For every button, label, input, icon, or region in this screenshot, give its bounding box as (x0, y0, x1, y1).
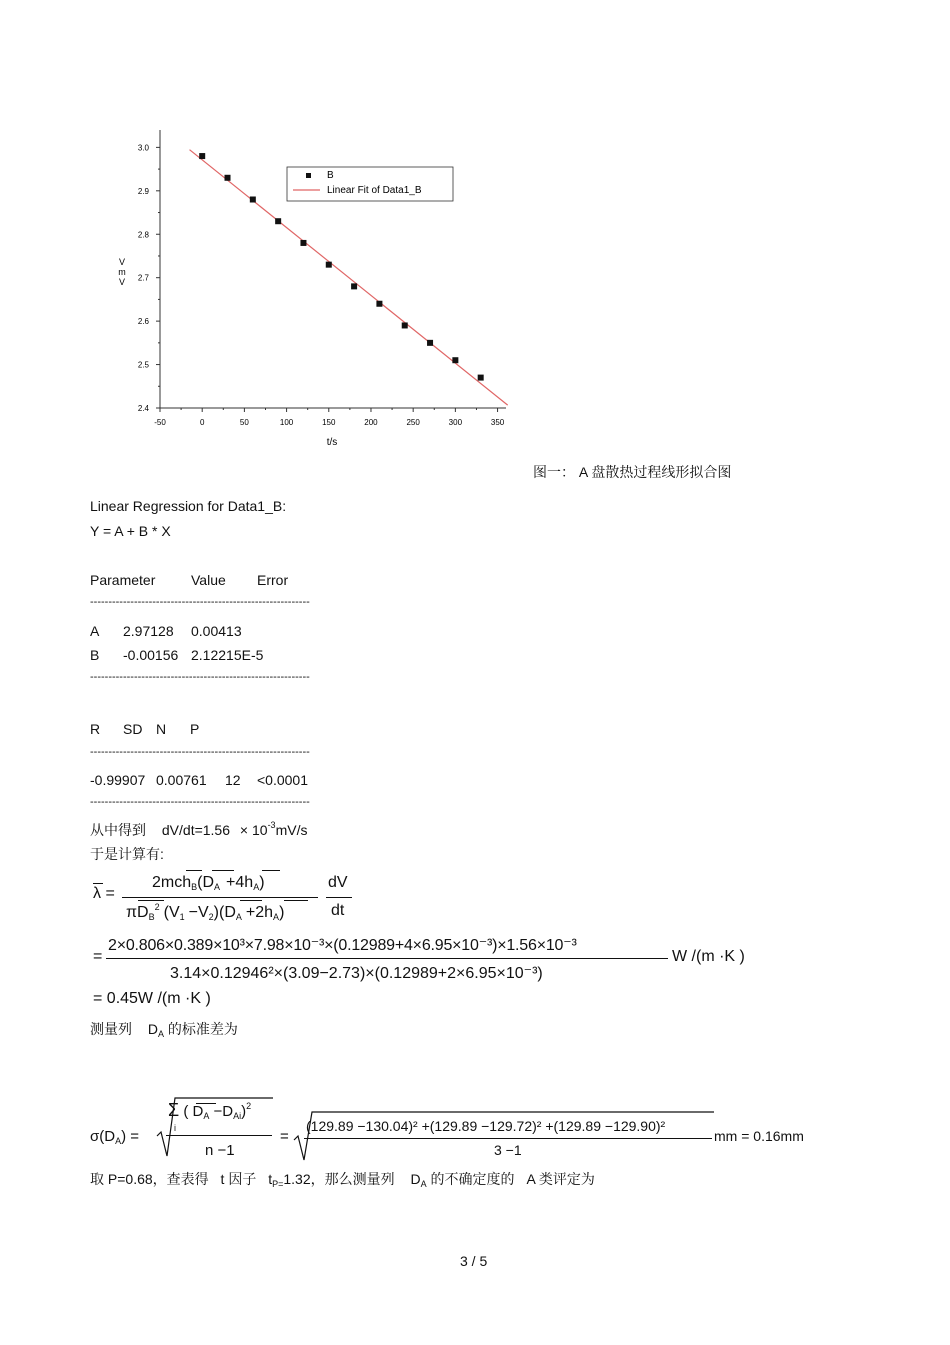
y-axis-label (118, 257, 126, 287)
divider-3: ------------------------------------------------------------ (90, 746, 310, 758)
eq4-numerator-2: (129.89 −130.04)² +(129.89 −129.72)² +(129.89 −129.90)² (306, 1118, 666, 1134)
x-tick-label: 150 (322, 418, 336, 427)
eq1-den-d: )(D (213, 904, 236, 921)
calc-intro: 于是计算有: (90, 846, 164, 862)
row-b-error: 2.12215E-5 (191, 647, 264, 663)
eq4-lhs-close: ) = (121, 1128, 140, 1145)
p-line-tp-sub: P= (272, 1179, 284, 1189)
p-line-tp: t (268, 1171, 273, 1187)
eq1-numerator (152, 874, 265, 892)
stat-r: -0.99907 (90, 772, 146, 788)
regression-header-value: Value (191, 572, 226, 588)
dvdt-prefix: 从中得到 (90, 822, 146, 838)
eq4-num-sub-a: A (203, 1111, 210, 1121)
data-point (199, 153, 205, 159)
std-intro-a: 测量列 (90, 1021, 132, 1037)
eq1-num-sub-b: B (191, 882, 198, 892)
eq1-den-sub-a2: A (273, 912, 280, 922)
divider-4: ------------------------------------------------------------ (90, 796, 310, 808)
eq1-lhs: λ = (93, 885, 115, 902)
eq1-den-v2: 2 (208, 912, 214, 922)
eq1-dv: dV (328, 874, 348, 891)
eq1-num-sub-a: A (214, 882, 221, 892)
eq4-num-minus: −D (213, 1103, 234, 1120)
std-intro-d: D (147, 1021, 159, 1037)
data-point (478, 375, 484, 381)
eq1-denominator (126, 904, 284, 922)
p-line-b: 的不确定度的 (430, 1171, 515, 1187)
row-b-name: B (90, 647, 100, 663)
cooling-fit-chart (100, 125, 520, 455)
divider-1: ------------------------------------------------------------ (90, 596, 310, 608)
dvdt-line (90, 820, 307, 840)
p-line (90, 1169, 595, 1189)
stat-p: <0.0001 (257, 772, 308, 788)
eq1-den-v1: 1 (179, 912, 185, 922)
eq4-lhs-a: σ(D (90, 1128, 116, 1145)
x-tick-label: -50 (154, 418, 166, 427)
row-a-error: 0.00413 (191, 623, 242, 639)
y-tick-label: 2.9 (137, 186, 149, 196)
eq1-den-sup: 2 (154, 902, 160, 912)
data-point (326, 262, 332, 268)
x-tick-label: 50 (239, 418, 249, 427)
eq1-den-v: (V (163, 904, 180, 921)
data-point (376, 301, 382, 307)
stat-sd: 0.00761 (156, 772, 207, 788)
eq4-denominator: n −1 (205, 1142, 235, 1159)
p-line-d: D (410, 1171, 421, 1187)
eq4-denominator-2: 3 −1 (494, 1142, 522, 1158)
p-line-c: A 类评定为 (526, 1171, 595, 1187)
data-point (402, 322, 408, 328)
times-sign: × (239, 822, 249, 838)
row-a-value: 2.97128 (123, 623, 174, 639)
std-intro-b: 的标准差为 (167, 1021, 238, 1037)
stat-header-r: R (90, 721, 101, 737)
eq1-num-close: ) (259, 874, 265, 891)
data-point (427, 340, 433, 346)
std-intro-sub: A (158, 1029, 165, 1039)
divider-2: ------------------------------------------------------------ (90, 671, 310, 683)
eq1-den-plus: +2h (245, 904, 274, 921)
stat-header-p: P (190, 721, 200, 737)
eq1-num-a: 2mch (152, 874, 192, 891)
y-tick-label: 2.8 (137, 230, 149, 240)
eq4-equals: = (280, 1128, 289, 1145)
x-tick-label: 200 (364, 418, 378, 427)
eq1-den-sub-a: A (235, 912, 242, 922)
x-tick-label: 250 (406, 418, 420, 427)
x-tick-label: 350 (490, 418, 505, 427)
eq2-equals: = (93, 948, 103, 965)
eq4-num-sub-ai: Ai (233, 1111, 242, 1121)
p-line-tp-val: 1.32，那么测量列 (283, 1171, 395, 1187)
eq1-den-minus: −V (188, 904, 209, 921)
y-label-char: V (118, 277, 126, 287)
x-axis-label: t/s (326, 437, 338, 448)
legend-label-fit: Linear Fit of Data1_B (327, 185, 422, 196)
dvdt-exponent: -3 (267, 820, 276, 830)
stat-n: 12 (225, 772, 241, 788)
y-label-char: V (118, 257, 126, 267)
page-number: 3 / 5 (460, 1253, 488, 1269)
stat-header-sd: SD (123, 721, 143, 737)
eq1-den-close: ) (279, 904, 285, 921)
legend-marker-b (306, 173, 311, 178)
p-line-t: t 因子 (220, 1171, 257, 1187)
row-a-name: A (90, 623, 100, 639)
regression-title: Linear Regression for Data1_B: (90, 498, 287, 514)
eq1-num-plus: +4h (226, 874, 254, 891)
p-line-a: 取 P=0.68，查表得 (90, 1171, 209, 1187)
eq1-num-sub-a2: A (253, 882, 260, 892)
eq4-result: mm = 0.16mm (714, 1128, 804, 1144)
eq1-den-pi: πD (126, 904, 149, 921)
dvdt-unit: mV/s (275, 822, 308, 838)
eq4-lhs-sub: A (115, 1136, 122, 1146)
y-tick-label: 3.0 (137, 143, 149, 153)
y-tick-label: 2.5 (137, 360, 149, 370)
y-tick-label: 2.6 (137, 317, 149, 327)
sum-index: i (174, 1123, 176, 1133)
eq4-num-expr: ( D (183, 1103, 204, 1120)
eq4-num-close: ) (241, 1103, 247, 1120)
regression-model: Y = A + B * X (90, 523, 171, 539)
y-tick-label: 2.7 (137, 273, 149, 283)
data-point (300, 240, 306, 246)
ten: 10 (251, 822, 268, 838)
eq2-numerator: 2×0.806×0.389×10³×7.98×10⁻³×(0.12989+4×6.95×10⁻³)×1.56×10⁻³ (108, 937, 577, 954)
legend (287, 167, 453, 201)
x-tick-label: 100 (279, 418, 294, 427)
eq3-result: = 0.45W /(m ·K ) (93, 990, 211, 1007)
x-tick-label: 0 (199, 418, 205, 427)
eq2-unit: W /(m ·K ) (672, 948, 745, 965)
x-tick-label: 300 (448, 418, 463, 427)
regression-header-parameter: Parameter (90, 572, 156, 588)
data-point (275, 218, 281, 224)
eq4-lhs (90, 1128, 139, 1145)
eq2-denominator: 3.14×0.12946²×(3.09−2.73)×(0.12989+2×6.95×10⁻³) (170, 965, 543, 982)
data-point (452, 357, 458, 363)
p-line-d-sub: A (420, 1179, 427, 1189)
y-tick-label: 2.4 (137, 404, 149, 413)
dvdt-value: dV/dt=1.56 (161, 822, 231, 838)
regression-header-error: Error (257, 572, 289, 588)
data-point (225, 175, 231, 181)
lambda-symbol: λ (93, 885, 101, 902)
data-point (351, 283, 357, 289)
sigma-sum: Σ (168, 1100, 180, 1120)
row-b-value: -0.00156 (123, 647, 179, 663)
std-intro (90, 1019, 238, 1039)
y-label-char: m (118, 267, 126, 277)
data-point (250, 197, 256, 203)
stat-header-n: N (156, 721, 167, 737)
eq4-num-sup: 2 (246, 1101, 252, 1111)
legend-label-b: B (327, 170, 334, 181)
eq1-num-mid: (D (197, 874, 215, 891)
eq1-den-sub-b: B (148, 912, 155, 922)
eq1-dt: dt (331, 902, 345, 919)
figure-caption: 图一： A 盘散热过程线形拟合图 (533, 464, 732, 480)
